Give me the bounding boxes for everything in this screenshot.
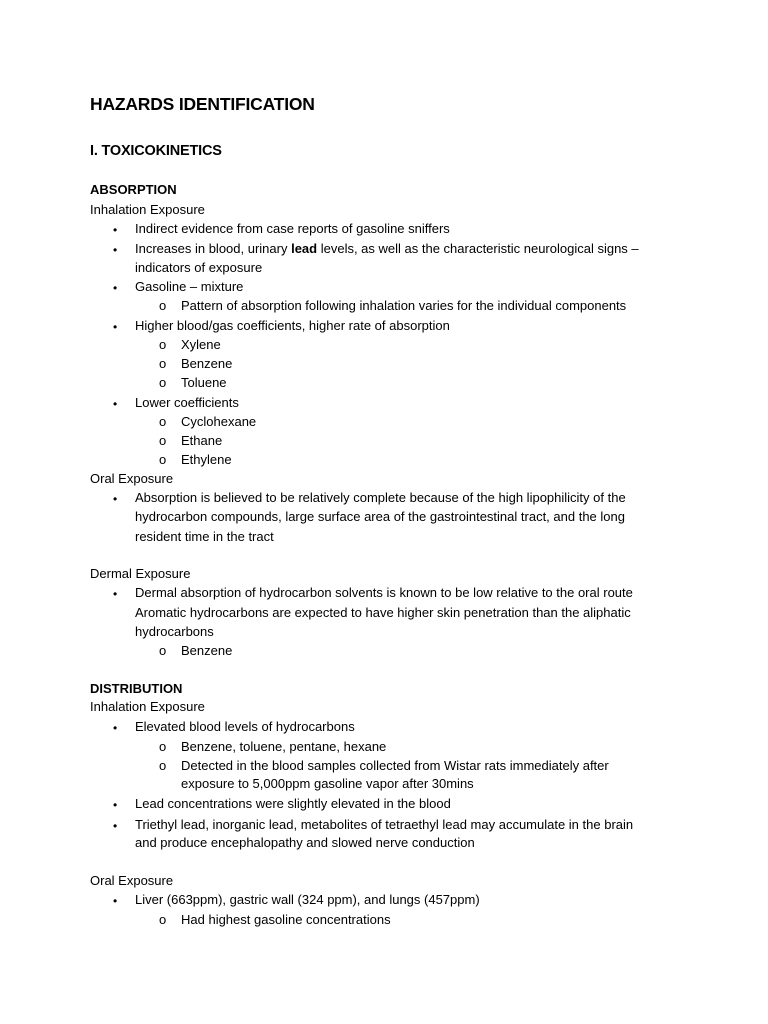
sub-bullet-marker: o xyxy=(159,433,167,448)
sub-bullet-marker: o xyxy=(159,452,167,467)
list-item-continuation: indicators of exposure xyxy=(135,260,263,275)
list-item-text: Increases in blood, urinary xyxy=(135,241,292,256)
section-heading: I. TOXICOKINETICS xyxy=(90,143,222,159)
sub-list-item: Benzene xyxy=(181,356,233,371)
bold-term: lead xyxy=(291,241,318,256)
bullet-marker: • xyxy=(113,721,118,735)
list-item xyxy=(135,240,639,258)
sub-bullet-marker: o xyxy=(159,414,167,429)
list-item: Elevated blood levels of hydrocarbons xyxy=(135,719,355,734)
list-item: Gasoline – mixture xyxy=(135,279,244,294)
sub-list-item: Ethylene xyxy=(181,452,232,467)
bullet-marker: • xyxy=(113,320,118,334)
list-item: Liver (663ppm), gastric wall (324 ppm), and lungs (457ppm) xyxy=(135,892,480,907)
list-item-continuation: hydrocarbons xyxy=(135,624,214,639)
sub-bullet-marker: o xyxy=(159,337,167,352)
list-item-continuation: resident time in the tract xyxy=(135,529,274,544)
sub-bullet-marker: o xyxy=(159,643,167,658)
sub-bullet-marker: o xyxy=(159,375,167,390)
sub-list-item: Ethane xyxy=(181,433,223,448)
list-item: Dermal absorption of hydrocarbon solvents is known to be low relative to the oral route xyxy=(135,585,633,600)
list-item-continuation: hydrocarbon compounds, large surface area of the gastrointestinal tract, and the long xyxy=(135,509,625,524)
list-item-continuation: and produce encephalopathy and slowed nerve conduction xyxy=(135,835,475,850)
oral-exposure-label: Oral Exposure xyxy=(90,873,174,888)
sub-bullet-marker: o xyxy=(159,298,167,313)
bullet-marker: • xyxy=(113,798,118,812)
sub-bullet-marker: o xyxy=(159,758,167,773)
bullet-marker: • xyxy=(113,819,118,833)
bullet-marker: • xyxy=(113,281,118,295)
sub-list-item: Detected in the blood samples collected from Wistar rats immediately after xyxy=(181,758,609,773)
oral-exposure-label: Oral Exposure xyxy=(90,471,174,486)
sub-list-item: Cyclohexane xyxy=(181,414,257,429)
bullet-marker: • xyxy=(113,243,118,257)
sub-list-item: Toluene xyxy=(181,375,227,390)
list-item: Higher blood/gas coefficients, higher rate of absorption xyxy=(135,318,450,333)
bullet-marker: • xyxy=(113,397,118,411)
bullet-marker: • xyxy=(113,894,118,908)
list-item: Lead concentrations were slightly elevated in the blood xyxy=(135,796,451,811)
dermal-exposure-label: Dermal Exposure xyxy=(90,566,191,581)
distribution-heading: DISTRIBUTION xyxy=(90,681,183,696)
sub-list-item-continuation: exposure to 5,000ppm gasoline vapor after 30mins xyxy=(181,776,474,791)
list-item: Triethyl lead, inorganic lead, metabolites of tetraethyl lead may accumulate in the brain xyxy=(135,817,634,832)
bullet-marker: • xyxy=(113,587,118,601)
sub-list-item: Xylene xyxy=(181,337,221,352)
list-item-text: levels, as well as the characteristic neurological signs – xyxy=(317,241,639,256)
sub-bullet-marker: o xyxy=(159,356,167,371)
absorption-heading: ABSORPTION xyxy=(90,182,177,197)
inhalation-exposure-label: Inhalation Exposure xyxy=(90,699,205,714)
sub-list-item: Benzene xyxy=(181,643,233,658)
sub-bullet-marker: o xyxy=(159,912,167,927)
list-item: Absorption is believed to be relatively complete because of the high lipophilicity of the xyxy=(135,490,626,505)
document-title: HAZARDS IDENTIFICATION xyxy=(90,94,315,114)
sub-list-item: Pattern of absorption following inhalation varies for the individual components xyxy=(181,298,627,313)
bullet-marker: • xyxy=(113,223,118,237)
sub-list-item: Benzene, toluene, pentane, hexane xyxy=(181,739,387,754)
sub-list-item: Had highest gasoline concentrations xyxy=(181,912,391,927)
inhalation-exposure-label: Inhalation Exposure xyxy=(90,202,205,217)
list-item-continuation: Aromatic hydrocarbons are expected to have higher skin penetration than the aliphatic xyxy=(135,605,631,620)
list-item: Indirect evidence from case reports of gasoline sniffers xyxy=(135,221,450,236)
list-item: Lower coefficients xyxy=(135,395,239,410)
bullet-marker: • xyxy=(113,492,118,506)
sub-bullet-marker: o xyxy=(159,739,167,754)
